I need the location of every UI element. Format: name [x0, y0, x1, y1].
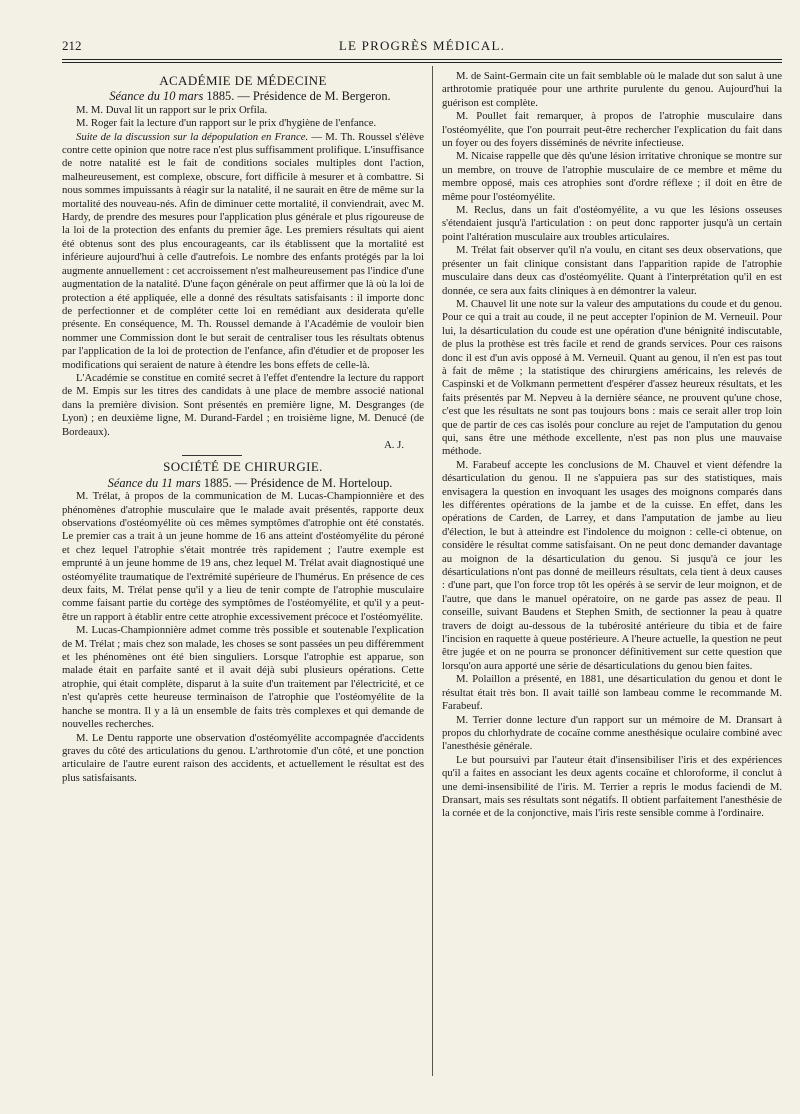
academie-signature: A. J.: [384, 438, 404, 451]
societe-seance-date: 11 mars: [161, 475, 201, 490]
section-separator: [182, 455, 242, 456]
academie-paragraph-3-text: — M. Th. Roussel s'élève contre cette opinion que notre race n'est plus suffisamment prolifique. L'insuffisance de notre natalité est le fait de conditions sociales multiples dont l'action, malheureusement, est complexe, obscure, fort difficile à mesurer et à combattre. Si nous sommes impuissants à réagir sur la natalité, il ne saurait en être de même sur la mortalité des nouveau-nés. Afin de diminuer cette mortalité, il conviendrait, avec M. Hardy, de prendre des mesures pour l'application plus générale et plus rigoureuse de la loi de la protection des enfants du premier âge. Les premiers résultats qui aient été obtenus sont des plus encourageants, car ils établissent que la mortalité est inférieure aujourd'hui à celle d'autrefois. Le nombre des enfants protégés par la loi augmente annuellement : cet accroissement n'est malheureusement pas l'indice d'une augmentation de la natalité. D'une façon générale on peut affirmer que là où la loi de protection a été appliquée, elle a donné des résultats satisfaisants : il importe donc de perfectionner et de compléter cette loi en remédiant aux desiderata qu'elle présente. En conséquence, M. Th. Roussel demande à l'Académie de vouloir bien nommer une Commission dont le but serait de centraliser tous les résultats obtenus par l'application de la loi de protection de l'enfance, afin d'étudier et de proposer les modifications qui seraient de nature à étendre les bons effets de celle-là.: [62, 130, 424, 371]
right-column: [442, 70, 782, 1080]
page-number: 212: [62, 38, 82, 53]
right-paragraph-7: M. Farabeuf accepte les conclusions de M. Chauvel et vient défendre la désarticulation du genou. Il ne s'appuiera pas sur des statistiques, mais envisagera la question en invoquant les usages des moignons comparés dans les différentes opérations de la jambe et de la cuisse. En effet, dans les opérations de Carden, de Larrey, et dans l'amputation de jambe au lieu d'élection, le but à atteindre est l'indolence du moignon : celle-ci obtenue, on considère le résultat comme satisfaisant. On ne peut donc demander davantage au moignon de la désarticulation du genou. Si jusqu'à ce jour les désarticulations n'ont pas donné de meilleurs résultats, cela tient à deux causes : d'une part, que l'on force trop tôt les opérés à se servir de leur moignon, et de l'autre, que dans le manuel opératoire, on ne garde pas assez de peau. Il conseille, suivant Baudens et Stephen Smith, de sectionner la peau à quatre travers de doigt au-dessous de la tubérosité antérieure du tibia et de faire l'incision en raquette à queue postérieure. A l'heure actuelle, la question ne peut être jugée et on ne pourra se prononcer définitivement sur cette question que lorsqu'on aura apporté une série de désarticulations du genou bien faites.: [442, 458, 782, 672]
right-paragraph-2: M. Poullet fait remarquer, à propos de l'atrophie musculaire dans l'ostéomyélite, que l'on pourrait peut-être rechercher l'explication du fait dans un foyer ou des foyers disséminés de névrite infectieuse.: [442, 110, 782, 150]
journal-title: LE PROGRÈS MÉDICAL.: [338, 38, 506, 53]
academie-paragraph-2: M. Roger fait la lecture d'un rapport sur le prix d'hygiène de l'enfance.: [76, 117, 377, 130]
right-paragraph-4: M. Reclus, dans un fait d'ostéomyélite, a vu que les lésions osseuses s'étendaient jusqu'à l'articulation : on peut donc rapporter jusqu'à un certain point l'altération musculaire aux troubles articulaires.: [442, 204, 782, 243]
right-paragraph-9: M. Terrier donne lecture d'un rapport sur un mémoire de M. Dransart à propos du chlorhydrate de cocaïne comme anesthésique oculaire combiné avec l'anesthésie générale.: [442, 713, 782, 753]
societe-paragraph-3: M. Le Dentu rapporte une observation d'ostéomyélite accompagnée d'accidents graves du côté des articulations du genou. L'arthrotomie d'un côté, et une ponction articulaire de l'autre eurent raison des accidents, et actuellement le résultat est des plus satisfaisants.: [62, 731, 424, 784]
academie-discussion-title: Suite de la discussion sur la dépopulation en France.: [76, 130, 309, 143]
academie-paragraph-1: M. M. Duval lit un rapport sur le prix Orfila.: [76, 103, 268, 116]
societe-seance: [62, 477, 424, 490]
academie-seance-date: 10 mars: [163, 89, 204, 104]
academie-seance: [62, 90, 424, 103]
header-rule-thin: [62, 62, 782, 63]
page-header: [62, 38, 782, 58]
right-paragraph-6: M. Chauvel lit une note sur la valeur des amputations du coude et du genou. Pour ce qui a trait au coude, il ne peut accepter l'opinion de M. Verneuil. Pour lui, la désarticulation du coude est une opération d'une bénignité indiscutable, de plus la prothèse est très facile et rend de grands services. Pour ces raisons donc il est d'un avis opposé à M. Verneuil. Quant au genou, il n'en est pas tout à fait de même ; la statistique des chirurgiens américains, les relevés de Caspinski et de Volkmann permettent d'espérer d'assez heureux résultats, et les faits présentés par M. Nepveu à la dernière séance, ne prouvent qu'une chose, c'est que les résultats ne sont pas toujours bons : mais ce serait aller trop loin que de partir de ces cas isolés pour conclure au rejet de l'amputation du genou qui, sans être une méthode excellente, n'est pas non plus une mauvaise méthode.: [442, 297, 782, 458]
societe-seance-presidence: 1885. — Présidence de M. Horteloup.: [203, 475, 393, 490]
academie-seance-label: Séance du: [109, 89, 160, 104]
societe-paragraph-2: M. Lucas-Championnière admet comme très possible et soutenable l'explication de M. Trélat ; mais chez son malade, les choses se sont passées un peu différemment et les phénomènes ont été bien singuliers. Lorsque l'atrophie est apparue, son malade était en parfaite santé et il avait déjà subi plusieurs opérations. Cette atrophie, qui était complète, disparut à la suite d'un traitement par l'électricité, et ce n'est qu'après cette heureuse terminaison de l'atrophie que l'ostéomyélite de la hanche se montra. Il y a là un ensemble de faits très complexes et qui demande de nouvelles recherches.: [62, 624, 424, 731]
academie-seance-presidence: 1885. — Présidence de M. Bergeron.: [206, 89, 391, 104]
academie-heading: ACADÉMIE DE MÉDECINE: [159, 73, 327, 88]
right-paragraph-5: M. Trélat fait observer qu'il n'a voulu, en citant ses deux observations, que présenter un fait clinique consistant dans l'apparition rapide de l'atrophie musculaire dans deux cas d'ostéomyélite. Quant à l'interprétation qu'il en est donnée, ce sera aux faits cliniques à en démontrer la valeur.: [442, 244, 782, 297]
header-rule: [62, 59, 782, 60]
academie-paragraph-3: [62, 131, 424, 372]
academie-paragraph-4: L'Académie se constitue en comité secret à l'effet d'entendre la lecture du rapport de M. Empis sur les titres des candidats à une place de membre associé national dans la première division. Sont présentés en première ligne, M. Desgranges (de Lyon) ; en deuxième ligne, M. Durand-Fardel ; en troisième ligne, M. Denucé (de Bordeaux).: [62, 371, 424, 438]
left-column: [62, 70, 424, 1080]
right-paragraph-1: M. de Saint-Germain cite un fait semblable où le malade dut son salut à une arthrotomie pratiquée pour une arthrite purulente du genou. Aujourd'hui la guérison est complète.: [442, 70, 782, 109]
societe-paragraph-1: M. Trélat, à propos de la communication de M. Lucas-Championnière et des phénomènes d'atrophie musculaire que le malade avait présentés, rapporte deux observations d'ostéomyélite où ces mêmes symptômes d'atrophie ont été constatés. Le premier cas a trait à un jeune homme de 16 ans atteint d'ostéomyélite du péroné et chez lequel l'atrophie s'était montrée très rapidement ; l'autre exemple est emprunté à un jeune homme de 19 ans, chez lequel M. Trélat avait diagnostiqué une ostéomyélite traumatique de l'extrémité supérieure de l'humérus. En présence de ces deux faits, M. Trélat pense qu'il y a lieu de tenir compte de l'atrophie musculaire comme faisant partie du cortège des symptômes de l'ostéomyélite, et qu'il y a peut-être un rapport à établir entre cette atrophie excessivement précoce et l'ostéomyélite.: [62, 490, 424, 623]
right-paragraph-10: Le but poursuivi par l'auteur était d'insensibiliser l'iris et des expériences qu'il a faites en associant les deux agents cocaïne et chloroforme, il conclut à une demi-insensibilité de l'iris. M. Terrier a repris le modus faciendi de M. Dransart, mais ses résultats sont négatifs. Il obtient parfaitement l'anesthésie de la cornée et de la conjonctive, mais l'iris reste sensible comme à l'ordinaire.: [442, 753, 782, 820]
societe-heading: SOCIÉTÉ DE CHIRURGIE.: [163, 459, 323, 475]
right-paragraph-3: M. Nicaise rappelle que dès qu'une lésion irritative chronique se montre sur un membre, on trouve de l'atrophie musculaire de ce membre et même du membre opposé, mais ces atrophies sont d'ordre réflexe ; il doit en être de même pour l'ostéomyélite.: [442, 150, 782, 203]
societe-seance-label: Séance du: [107, 475, 159, 490]
column-divider: [432, 66, 433, 1076]
right-paragraph-8: M. Polaillon a présenté, en 1881, une désarticulation du genou et dont le résultat était très bon. Il avait taillé son lambeau comme le recommande M. Farabeuf.: [442, 673, 782, 713]
